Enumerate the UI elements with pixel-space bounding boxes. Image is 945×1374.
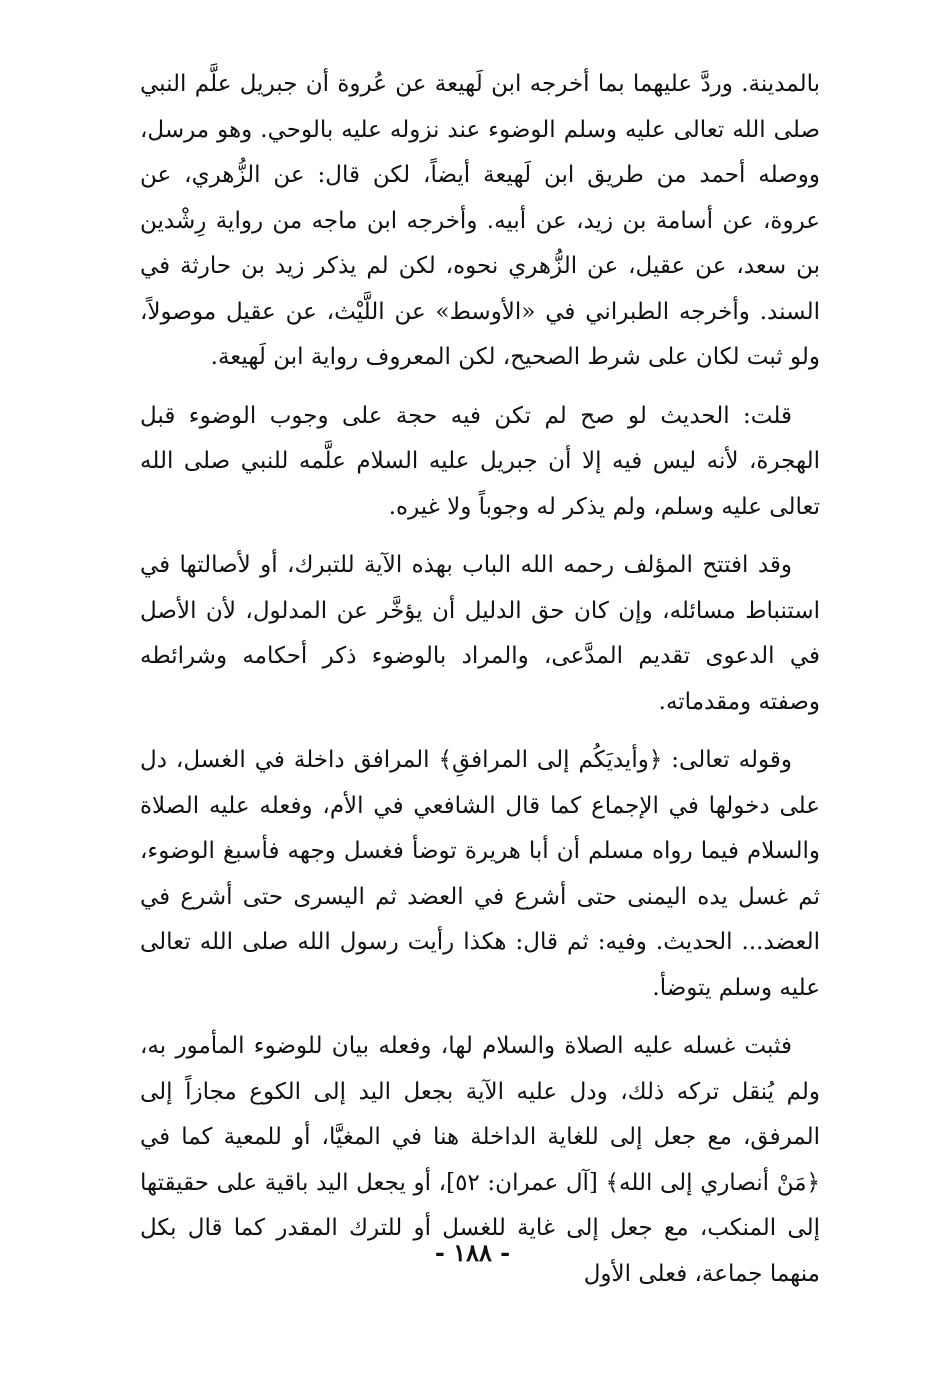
page-number: - ١٨٨ - xyxy=(434,1238,511,1267)
body-text xyxy=(140,62,820,1310)
paragraph-continuation: بالمدينة. وردَّ عليهما بما أخرجه ابن لَهيعة عن عُروة أن جبريل علَّم النبي صلى الله تعالى عليه وسلم الوضوء عند نزوله عليه بالوحي. وهو مرسل، ووصله أحمد من طريق ابن لَهيعة أيضاً، لكن قال: عن الزُّهري، عن عروة، عن أسامة بن زيد، عن أبيه. وأخرجه ابن ماجه من رواية رِشْدين بن سعد، عن عقيل، عن الزُّهري نحوه، لكن لم يذكر زيد بن حارثة في السند. وأخرجه الطبراني في «الأوسط» عن اللَّيْث، عن عقيل موصولاً، ولو ثبت لكان على شرط الصحيح، لكن المعروف رواية ابن لَهيعة. xyxy=(140,71,820,370)
paragraph-qult: قلت: الحديث لو صح لم تكن فيه حجة على وجوب الوضوء قبل الهجرة، لأنه ليس فيه إلا أن جبريل عليه السلام علَّمه للنبي صلى الله تعالى عليه وسلم، ولم يذكر له وجوباً ولا غيره. xyxy=(140,402,820,520)
paragraph-thubut: فثبت غسله عليه الصلاة والسلام لها، وفعله بيان للوضوء المأمور به، ولم يُنقل تركه ذلك، ودل عليه الآية بجعل اليد إلى الكوع مجازاً إلى المرفق، مع جعل إلى للغاية الداخلة هنا في المغيَّا، أو للمعية كما في ﴿مَنْ أنصاري إلى الله﴾ [آل عمران: ٥٢]، أو يجعل اليد باقية على حقيقتها إلى المنكب، مع جعل إلى غاية للغسل أو للترك المقدر كما قال بكل منهما جماعة، فعلى الأول xyxy=(140,1033,820,1287)
paragraph-marafiq: وقوله تعالى: ﴿وأيديَكُم إلى المرافقِ﴾ المرافق داخلة في الغسل، دل على دخولها في الإجماع كما قال الشافعي في الأم، وفعله عليه الصلاة والسلام فيما رواه مسلم أن أبا هريرة توضأ فغسل وجهه فأسبغ الوضوء، ثم غسل يده اليمنى حتى أشرع في العضد ثم اليسرى حتى أشرع في العضد... الحديث. وفيه: ثم قال: هكذا رأيت رسول الله صلى الله تعالى عليه وسلم يتوضأ. xyxy=(140,747,820,1001)
paragraph-iftitah: وقد افتتح المؤلف رحمه الله الباب بهذه الآية للتبرك، أو لأصالتها في استنباط مسائله، وإن كان حق الدليل أن يؤخَّر عن المدلول، لأن الأصل في الدعوى تقديم المدَّعى، والمراد بالوضوء ذكر أحكامه وشرائطه وصفته ومقدماته. xyxy=(140,552,820,715)
